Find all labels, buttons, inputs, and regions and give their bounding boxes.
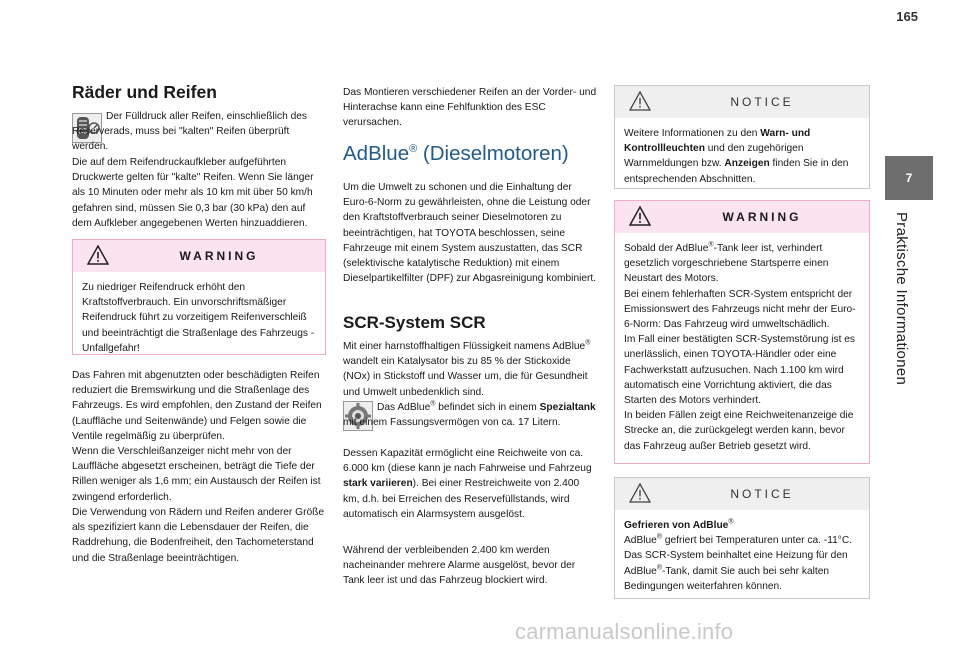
notice-triangle-icon — [629, 483, 651, 503]
notice-box-freezing — [614, 477, 870, 599]
warning-box-adblue — [614, 200, 870, 464]
warning-label: WARNING — [179, 249, 259, 263]
warning-text-faulty-scr: Bei einem fehlerhaften SCR-System entspricht der Emissionswert des Fahrzeugs nicht mehr der Euro-6-Norm: Das Fahrzeug wird umweltschädlich. — [624, 288, 856, 331]
paragraph-scr-catalyst: Mit einer harnstoffhaltigen Flüssigkeit namens AdBlue® wandelt ein Katalysator bis zu 85 % der Stickoxide (NOx) in Stickstoff und Wasser um, die für Gesundheit und Umwelt unbedenklich sind. — [343, 339, 591, 398]
warning-box-tyre-pressure — [72, 239, 326, 355]
notice-text-heater: Das SCR-System beinhaltet eine Heizung für den AdBlue®-Tank, damit Sie auch bei sehr kalten Bedingungen weiterfahren können. — [624, 550, 848, 592]
notice-label: NOTICE — [730, 487, 794, 501]
warning-label: WARNING — [722, 210, 802, 224]
notice-label: NOTICE — [730, 95, 794, 109]
notice-text: Weitere Informationen zu den Warn- und Kontrollleuchten und den zugehörigen Warnmeldungen bzw. Anzeigen finden Sie in den entsprechenden Abschnitten. — [624, 128, 849, 185]
warning-text-empty-tank: Sobald der AdBlue®-Tank leer ist, verhindert gesetzlich vorgeschriebene Startsperre einen Neustart des Motors. — [624, 241, 829, 285]
paragraph-worn-tyres: Das Fahren mit abgenutzten oder beschädigten Reifen reduziert die Bremswirkung und die Straßenlage des Fahrzeugs. Es wird empfohlen, den Zustand der Reifen (Lauffläche und Seitenwände) und Felgen sowie die Ventile regelmäßig zu überprüfen. — [72, 370, 322, 442]
notice-header — [615, 86, 869, 118]
warning-header — [615, 201, 869, 233]
notice-text-freezing: AdBlue® gefriert bei Temperaturen unter ca. -11°C. — [624, 533, 853, 547]
warning-text-range-display: In beiden Fällen zeigt eine Reichweitenanzeige die Strecke an, die zurückgelegt werden kann, bevor das Fahrzeug außer Betrieb gesetzt wird. — [624, 410, 854, 452]
paragraph-pressure-values: Die auf dem Reifendruckaufkleber aufgeführten Druckwerte gelten für "kalte" Reifen. Wenn Sie länger als 10 Minuten oder mehr als 10 km mit über 50 km/h gefahren sind, müssen Sie 0,3 bar (30 kPa) den auf dem Aufkleber angegebenen Werten hinzuaddieren. — [72, 157, 314, 229]
paragraph-different-tyres: Das Montieren verschiedener Reifen an der Vorder- und Hinterachse kann eine Fehlfunktion des ESC verursachen. — [343, 87, 597, 129]
warning-header — [73, 240, 325, 272]
warning-triangle-icon — [629, 206, 651, 226]
notice-box-warning-lights — [614, 85, 870, 189]
warning-text: Zu niedriger Reifendruck erhöht den Kraftstoffverbrauch. Ein unvorschriftsmäßiger Reifendruck führt zu vorzeitigem Reifenverschleiß und beeinträchtigt die Straßenlage des Fahrzeugs - Unfallgefahr! — [82, 282, 315, 354]
warning-triangle-icon — [87, 245, 109, 265]
chapter-title: Praktische Informationen — [893, 212, 910, 386]
watermark: carmanualsonline.info — [515, 619, 734, 644]
paragraph-environment: Um die Umwelt zu schonen und die Einhaltung der Euro-6-Norm zu gewährleisten, ohne die Leistung oder den Kraftstoffverbrauch seiner Dieselmotoren zu beeinträchtigen, hat TOYOTA beschlossen, seine Fahrzeuge mit einem System auszustatten, das SCR (selektivische katalytische Reduktion) mit einem Dieselpartikelfilter (DPF) zur Abgasreinigung kombiniert. — [343, 182, 597, 285]
page-number: 165 — [896, 9, 918, 24]
chapter-tab[interactable]: 7 — [885, 156, 933, 200]
notice-header — [615, 478, 869, 510]
paragraph-other-sizes: Die Verwendung von Rädern und Reifen anderer Größe als spezifiziert kann die Lebensdauer der Reifen, die Raddrehung, die Bodenfreiheit, den Tachometerstand und die Straßenlage beeinträchtigen. — [72, 507, 325, 564]
section-heading-adblue: AdBlue® (Dieselmotoren) — [343, 142, 569, 165]
notice-title: Gefrieren von AdBlue® — [624, 518, 734, 531]
section-heading-scr: SCR-System SCR — [343, 313, 486, 332]
notice-triangle-icon — [629, 91, 651, 111]
section-heading-wheels: Räder und Reifen — [72, 82, 217, 102]
intro-paragraph: Der Fülldruck aller Reifen, einschließlich des Reserverads, muss bei "kalten" Reifen überprüft werden. — [72, 111, 307, 153]
warning-text-dealer: Im Fall einer bestätigten SCR-Systemstörung ist es unerlässlich, einen TOYOTA-Händler oder eine Fachwerkstatt aufzusuchen. Nach 1.100 km wird automatisch eine Vorrichtung aktiviert, die das Starten des Motors verhindert. — [624, 334, 856, 407]
paragraph-wear-indicators: Wenn die Verschleißanzeiger nicht mehr von der Lauffläche abgesetzt erscheinen, beträgt die Tiefe der Rillen weniger als 1,6 mm; ein Austausch der Reifen ist zwingend erforderlich. — [72, 446, 321, 503]
paragraph-special-tank: Das AdBlue® befindet sich in einem Spezialtank mit einem Fassungsvermögen von ca. 17 Litern. — [343, 400, 596, 429]
paragraph-alarms: Während der verbleibenden 2.400 km werden nacheinander mehrere Alarme ausgelöst, bevor der Tank leer ist und das Fahrzeug blockiert wird. — [343, 545, 576, 587]
paragraph-range: Dessen Kapazität ermöglicht eine Reichweite von ca. 6.000 km (diese kann je nach Fahrweise und Fahrzeug stark variieren). Bei einer Restreichweite von 2.400 km, d.h. bei Erreichen des Reservefüllstands, wird automatisch ein Alarmsystem ausgelöst. — [343, 448, 592, 520]
